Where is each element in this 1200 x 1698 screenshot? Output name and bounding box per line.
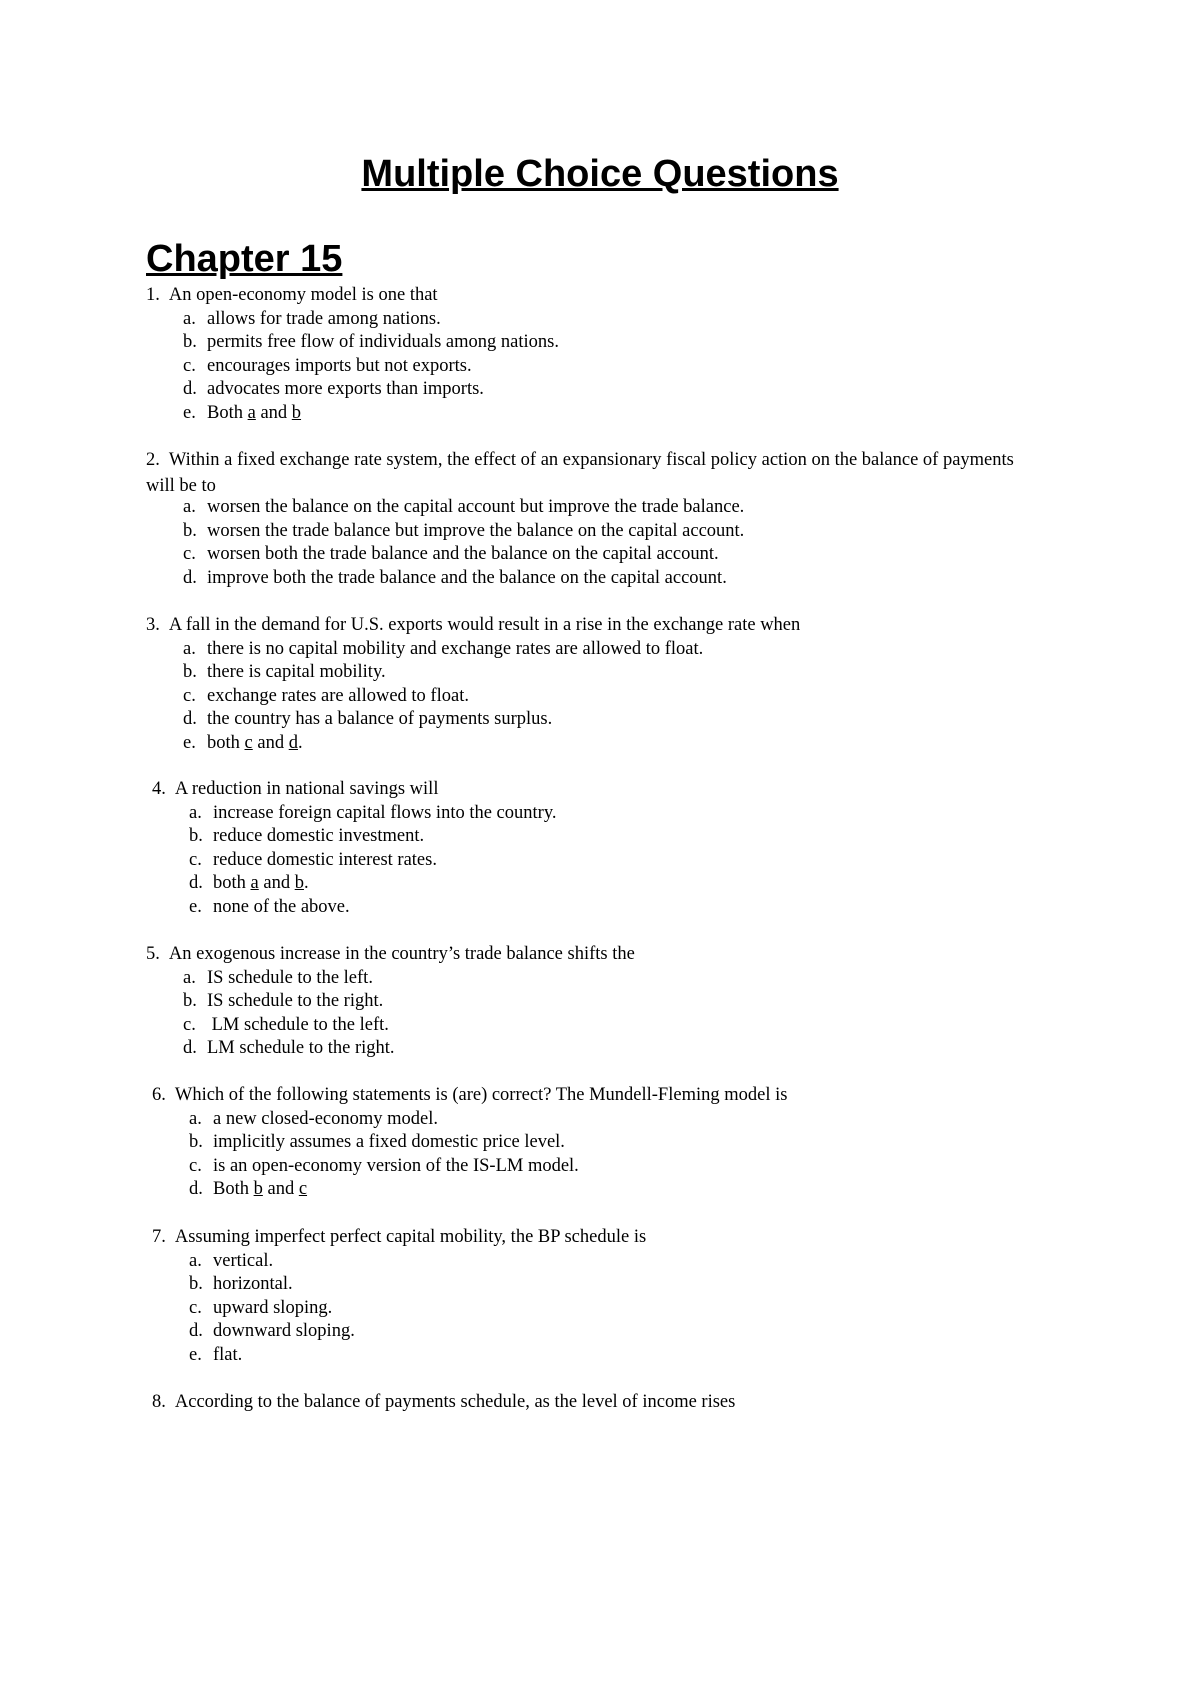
option-letter: e. <box>183 403 196 423</box>
option-letter: b. <box>183 662 197 683</box>
question-number: 6. <box>152 1085 166 1105</box>
question-1 <box>146 283 1046 309</box>
option-text: permits free flow of individuals among nations. <box>207 332 559 353</box>
option-text: and <box>258 873 295 894</box>
question-number: 8. <box>152 1392 166 1412</box>
option-text: and <box>252 733 289 753</box>
answer-option-d <box>183 707 552 733</box>
option-text: implicitly assumes a fixed domestic price level. <box>213 1132 565 1153</box>
question-number: 7. <box>152 1227 166 1247</box>
option-text: encourages imports but not exports. <box>207 355 472 376</box>
option-text: LM schedule to the left. <box>207 1014 389 1035</box>
option-letter: a. <box>189 802 202 823</box>
option-text: upward sloping. <box>213 1297 333 1318</box>
option-letter: c. <box>183 685 196 706</box>
option-letter: d. <box>189 1179 203 1200</box>
answer-option-e <box>183 731 303 757</box>
option-underlined-letter: a <box>247 403 256 423</box>
answer-option-b <box>189 1272 293 1298</box>
answer-option-e <box>183 401 301 427</box>
option-text: there is no capital mobility and exchange rates are allowed to float. <box>207 638 704 659</box>
option-text: Both <box>213 1179 254 1200</box>
option-text: exchange rates are allowed to float. <box>207 685 469 706</box>
option-underlined-letter: b <box>253 1179 263 1200</box>
option-text: worsen the trade balance but improve the balance on the capital account. <box>207 520 745 541</box>
answer-option-a <box>189 1107 438 1133</box>
option-text: worsen the balance on the capital account but improve the trade balance. <box>207 497 745 518</box>
option-letter: a. <box>189 1108 202 1129</box>
option-text: reduce domestic investment. <box>213 826 425 847</box>
answer-option-b <box>183 989 383 1015</box>
option-text: reduce domestic interest rates. <box>213 849 437 870</box>
option-letter: a. <box>183 497 196 518</box>
option-underlined-letter: b <box>294 873 304 894</box>
answer-option-a <box>189 1249 273 1275</box>
option-text: increase foreign capital flows into the country. <box>213 802 557 823</box>
question-text: An open-economy model is one that <box>168 285 438 305</box>
question-number: 2. <box>146 450 160 470</box>
option-text: allows for trade among nations. <box>207 308 441 329</box>
question-5 <box>146 942 1046 968</box>
question-text: Within a fixed exchange rate system, the effect of an expansionary fiscal policy action on the balance of payments will be to <box>146 450 1014 496</box>
option-letter: c. <box>189 1297 202 1318</box>
option-text: and <box>255 403 292 423</box>
option-text: vertical. <box>213 1250 274 1271</box>
question-number: 5. <box>146 944 160 964</box>
option-letter: b. <box>189 1274 203 1295</box>
answer-option-c <box>189 1154 579 1180</box>
answer-option-c <box>183 1013 389 1039</box>
option-underlined-letter: c <box>244 733 253 753</box>
question-text: According to the balance of payments schedule, as the level of income rises <box>174 1392 736 1412</box>
answer-option-c <box>183 354 472 380</box>
option-underlined-letter: d <box>288 733 298 753</box>
option-letter: d. <box>183 1038 197 1059</box>
option-letter: b. <box>183 991 197 1012</box>
option-text: worsen both the trade balance and the balance on the capital account. <box>207 544 719 565</box>
question-number: 1. <box>146 285 160 305</box>
option-letter: c. <box>183 355 196 376</box>
question-2 <box>146 448 1026 499</box>
question-number: 3. <box>146 615 160 635</box>
answer-option-e <box>189 895 350 921</box>
option-letter: b. <box>189 1132 203 1153</box>
option-text: horizontal. <box>213 1274 293 1295</box>
option-text: there is capital mobility. <box>207 662 386 683</box>
answer-option-d <box>189 1319 355 1345</box>
option-letter: a. <box>183 638 196 659</box>
option-letter: d. <box>183 379 197 400</box>
answer-option-a <box>183 307 441 333</box>
option-letter: d. <box>189 873 203 894</box>
answer-option-c <box>183 684 469 710</box>
answer-option-b <box>183 519 744 545</box>
option-letter: e. <box>183 733 196 753</box>
answer-option-d <box>183 566 727 592</box>
option-letter: a. <box>183 308 196 329</box>
answer-option-c <box>189 1296 332 1322</box>
option-underlined-letter: c <box>298 1179 308 1200</box>
option-text: both <box>213 873 251 894</box>
document-title: Multiple Choice Questions <box>361 153 839 195</box>
option-letter: c. <box>183 544 196 565</box>
option-text: the country has a balance of payments surplus. <box>207 709 553 730</box>
question-number: 4. <box>152 779 166 799</box>
option-letter: e. <box>189 1345 202 1365</box>
answer-option-b <box>183 660 386 686</box>
question-text: An exogenous increase in the country’s trade balance shifts the <box>168 944 635 964</box>
option-text: LM schedule to the right. <box>207 1038 395 1059</box>
option-letter: e. <box>189 897 202 917</box>
question-7 <box>152 1225 1052 1251</box>
option-text: downward sloping. <box>213 1321 355 1342</box>
option-text: and <box>262 1179 299 1200</box>
question-text: A fall in the demand for U.S. exports would result in a rise in the exchange rate when <box>168 615 801 635</box>
answer-option-c <box>189 848 437 874</box>
option-text: improve both the trade balance and the balance on the capital account. <box>207 568 727 588</box>
option-letter: b. <box>189 826 203 847</box>
answer-option-a <box>183 495 744 521</box>
option-text: IS schedule to the right. <box>207 991 384 1012</box>
option-text: . <box>303 873 309 894</box>
option-letter: d. <box>189 1321 203 1342</box>
option-text: advocates more exports than imports. <box>207 379 484 400</box>
option-text: both <box>207 733 245 753</box>
option-text: a new closed-economy model. <box>213 1108 439 1129</box>
option-letter: a. <box>189 1250 202 1271</box>
answer-option-b <box>183 330 559 356</box>
option-text: none of the above. <box>213 897 350 917</box>
option-letter: a. <box>183 967 196 988</box>
question-text: Assuming imperfect perfect capital mobility, the BP schedule is <box>174 1227 647 1247</box>
question-3 <box>146 613 1046 639</box>
answer-option-b <box>189 1130 565 1156</box>
question-6 <box>152 1083 1052 1109</box>
option-text: is an open-economy version of the IS-LM model. <box>213 1155 579 1176</box>
question-text: Which of the following statements is (are) correct? The Mundell-Fleming model is <box>174 1085 788 1105</box>
answer-option-c <box>183 542 719 568</box>
option-text: Both <box>207 403 248 423</box>
answer-option-d <box>189 871 309 897</box>
answer-option-d <box>183 1036 395 1062</box>
chapter-heading: Chapter 15 <box>146 238 343 280</box>
answer-option-e <box>189 1343 242 1369</box>
option-underlined-letter: a <box>250 873 259 894</box>
option-letter: b. <box>183 520 197 541</box>
answer-option-a <box>183 966 373 992</box>
question-text: A reduction in national savings will <box>174 779 439 799</box>
answer-option-d <box>183 377 484 403</box>
answer-option-b <box>189 824 424 850</box>
option-letter: c. <box>189 849 202 870</box>
answer-option-d <box>189 1177 307 1203</box>
question-4 <box>152 777 1052 803</box>
option-letter: d. <box>183 709 197 730</box>
option-letter: b. <box>183 332 197 353</box>
option-text: IS schedule to the left. <box>207 967 373 988</box>
answer-option-a <box>189 801 557 827</box>
option-underlined-letter: b <box>291 403 302 423</box>
option-text: flat. <box>213 1345 243 1365</box>
option-letter: c. <box>189 1155 202 1176</box>
answer-option-a <box>183 637 703 663</box>
option-letter: d. <box>183 568 197 588</box>
option-text: . <box>297 733 303 753</box>
option-letter: c. <box>183 1014 196 1035</box>
question-8 <box>152 1390 1052 1416</box>
